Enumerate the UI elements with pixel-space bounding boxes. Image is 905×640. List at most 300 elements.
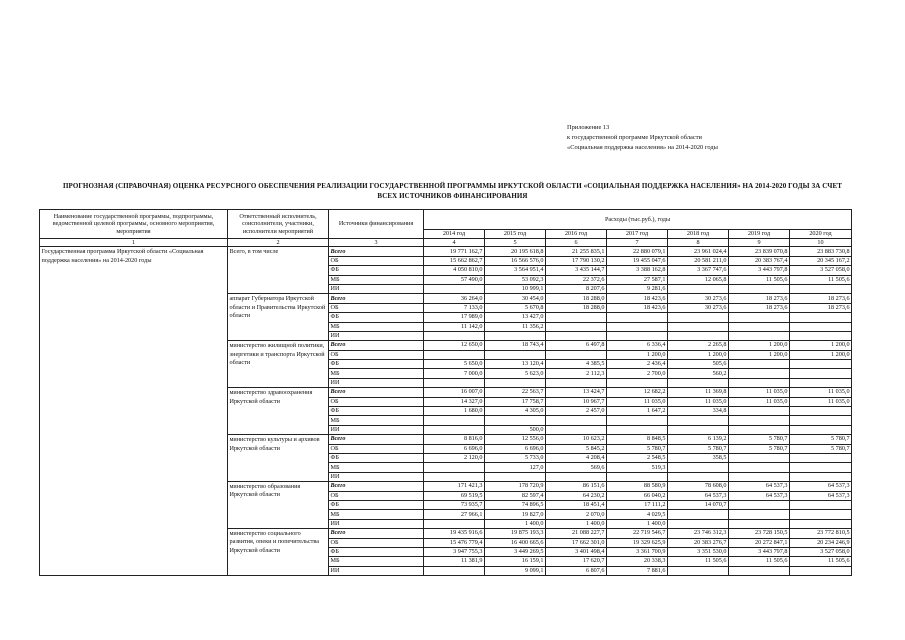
expense-value: 1 200,0: [790, 341, 852, 350]
expense-value: [546, 378, 607, 387]
funding-source: МБ: [329, 322, 424, 331]
expense-value: 30 454,0: [485, 294, 546, 303]
expense-value: [729, 453, 790, 462]
header-year: 2017 год: [607, 230, 668, 239]
expense-value: 358,5: [668, 453, 729, 462]
expense-value: 18 423,6: [607, 294, 668, 303]
expense-value: [424, 519, 485, 528]
appendix-line-2: к государственной программе Иркутской области: [567, 133, 702, 141]
expense-value: 505,6: [668, 360, 729, 369]
funding-source: ФБ: [329, 360, 424, 369]
expense-value: 23 728 150,5: [729, 529, 790, 538]
expense-value: 6 807,6: [546, 566, 607, 575]
expense-value: 23 883 730,8: [790, 247, 852, 256]
expense-value: 5 733,0: [485, 453, 546, 462]
column-number: 3: [329, 239, 424, 247]
expense-value: [668, 472, 729, 481]
expense-value: 2 548,5: [607, 453, 668, 462]
expense-value: 22 372,6: [546, 275, 607, 284]
expense-value: 10 623,2: [546, 435, 607, 444]
executor-name: министерство образования Иркутской области: [228, 482, 329, 529]
expense-value: 78 608,0: [668, 482, 729, 491]
table-row: [40, 247, 852, 256]
expense-value: 11 035,0: [790, 397, 852, 406]
expense-value: 4 050 810,0: [424, 266, 485, 275]
expense-value: [668, 510, 729, 519]
expense-value: 11 381,9: [424, 557, 485, 566]
funding-source: ФБ: [329, 407, 424, 416]
executor-name: министерство жилищной политики, энергетики и транспорта Иркутской области: [228, 341, 329, 388]
executor-name: министерство культуры и архивов Иркутской области: [228, 435, 329, 482]
expense-value: 88 580,9: [607, 482, 668, 491]
expense-value: 16 159,1: [485, 557, 546, 566]
funding-source: Всего: [329, 388, 424, 397]
header-year: 2015 год: [485, 230, 546, 239]
expense-value: [790, 566, 852, 575]
expense-value: [729, 313, 790, 322]
expense-value: 11 505,6: [729, 557, 790, 566]
expense-value: [729, 378, 790, 387]
expense-value: [729, 472, 790, 481]
expense-value: 18 273,6: [729, 303, 790, 312]
expense-value: 23 746 312,3: [668, 529, 729, 538]
expense-value: 1 200,0: [790, 350, 852, 359]
expense-value: 560,2: [668, 369, 729, 378]
expense-value: 3 947 755,3: [424, 547, 485, 556]
expense-value: 3 361 700,9: [607, 547, 668, 556]
funding-source: ФБ: [329, 453, 424, 462]
expense-value: 1 200,0: [729, 350, 790, 359]
expense-value: [424, 472, 485, 481]
expense-value: 1 400,0: [546, 519, 607, 528]
expense-value: 19 455 047,6: [607, 256, 668, 265]
column-number: 2: [228, 239, 329, 247]
header-expenses: Расходы (тыс.руб.), годы: [424, 210, 852, 230]
expense-value: [729, 510, 790, 519]
expense-value: 2 457,0: [546, 407, 607, 416]
expense-value: [607, 378, 668, 387]
expense-value: 569,6: [546, 463, 607, 472]
expense-value: 18 743,4: [485, 341, 546, 350]
expense-value: [729, 519, 790, 528]
funding-source: ОБ: [329, 350, 424, 359]
expense-value: 57 490,0: [424, 275, 485, 284]
expense-value: 5 650,0: [424, 360, 485, 369]
expense-value: 5 623,0: [485, 369, 546, 378]
header-year: 2014 год: [424, 230, 485, 239]
expense-value: 11 035,0: [790, 388, 852, 397]
expense-value: 11 369,8: [668, 388, 729, 397]
expense-value: 5 845,2: [546, 444, 607, 453]
expense-value: [729, 322, 790, 331]
expense-value: [729, 416, 790, 425]
expense-value: 2 265,8: [668, 341, 729, 350]
funding-source: ОБ: [329, 256, 424, 265]
expense-value: 5 780,7: [607, 444, 668, 453]
funding-source: Всего: [329, 529, 424, 538]
expense-value: 3 435 144,7: [546, 266, 607, 275]
expense-value: [546, 416, 607, 425]
expense-value: 18 423,6: [607, 303, 668, 312]
expense-value: 171 421,3: [424, 482, 485, 491]
funding-source: МБ: [329, 275, 424, 284]
expense-value: 2 120,0: [424, 453, 485, 462]
expense-value: 11 035,0: [607, 397, 668, 406]
executor-name: министерство здравоохранения Иркутской области: [228, 388, 329, 435]
expense-value: 3 351 530,0: [668, 547, 729, 556]
expense-value: 20 195 618,8: [485, 247, 546, 256]
expense-value: [790, 416, 852, 425]
expense-value: 22 880 079,1: [607, 247, 668, 256]
expense-value: [729, 331, 790, 340]
funding-source: ИИ: [329, 472, 424, 481]
program-name: Государственная программа Иркутской области «Социальная поддержка населения» на 2014-2020 годы: [40, 247, 228, 576]
expense-value: 16 400 665,6: [485, 538, 546, 547]
funding-source: ОБ: [329, 491, 424, 500]
expense-value: 17 989,0: [424, 313, 485, 322]
expense-value: [424, 566, 485, 575]
expense-value: [668, 284, 729, 293]
expense-value: [668, 378, 729, 387]
expense-value: 7 000,0: [424, 369, 485, 378]
expense-value: 18 288,0: [546, 303, 607, 312]
expense-value: 36 264,0: [424, 294, 485, 303]
expense-value: 6 497,8: [546, 341, 607, 350]
expense-value: 20 345 167,2: [790, 256, 852, 265]
funding-source: ОБ: [329, 397, 424, 406]
expense-value: 21 088 227,7: [546, 529, 607, 538]
expense-value: 66 040,2: [607, 491, 668, 500]
expense-value: 3 401 498,4: [546, 547, 607, 556]
expense-value: 18 273,6: [790, 303, 852, 312]
expense-value: [790, 360, 852, 369]
expense-value: 11 035,0: [729, 397, 790, 406]
appendix-note: [567, 123, 718, 152]
expense-value: 2 070,0: [546, 510, 607, 519]
expense-value: 30 273,6: [668, 294, 729, 303]
expense-value: 3 527 058,0: [790, 547, 852, 556]
expense-value: 74 896,5: [485, 500, 546, 509]
header-source: Источники финансирования: [329, 210, 424, 239]
expense-value: [546, 322, 607, 331]
expense-value: 5 670,8: [485, 303, 546, 312]
expense-value: 19 875 193,3: [485, 529, 546, 538]
expense-value: 12 556,0: [485, 435, 546, 444]
document-title: [20, 181, 885, 201]
expense-value: 7 881,6: [607, 566, 668, 575]
expense-value: [729, 425, 790, 434]
column-number: 10: [790, 239, 852, 247]
header-year: 2018 год: [668, 230, 729, 239]
header-year: 2016 год: [546, 230, 607, 239]
expense-value: [790, 519, 852, 528]
expense-value: 5 780,7: [729, 435, 790, 444]
funding-source: МБ: [329, 557, 424, 566]
expense-value: 3 564 951,4: [485, 266, 546, 275]
expense-value: 5 780,7: [729, 444, 790, 453]
expense-value: 11 505,6: [729, 275, 790, 284]
expense-value: 3 527 058,0: [790, 266, 852, 275]
column-number: 5: [485, 239, 546, 247]
expense-value: 12 650,0: [424, 341, 485, 350]
column-number: 9: [729, 239, 790, 247]
expense-value: 1 200,0: [729, 341, 790, 350]
expense-value: 17 620,7: [546, 557, 607, 566]
expense-value: 9 281,6: [607, 284, 668, 293]
expense-value: 8 816,0: [424, 435, 485, 444]
expense-value: 5 780,7: [790, 435, 852, 444]
expense-value: [729, 360, 790, 369]
expense-value: 19 435 916,6: [424, 529, 485, 538]
column-number: 4: [424, 239, 485, 247]
expense-value: 64 537,3: [790, 491, 852, 500]
expense-value: 1 200,0: [607, 350, 668, 359]
expense-value: 8 207,6: [546, 284, 607, 293]
expense-value: [790, 313, 852, 322]
expense-value: 1 400,0: [607, 519, 668, 528]
expense-value: 17 758,7: [485, 397, 546, 406]
expense-value: [668, 331, 729, 340]
expense-value: 11 505,6: [668, 557, 729, 566]
expense-value: 11 035,0: [729, 388, 790, 397]
expense-value: 4 385,5: [546, 360, 607, 369]
expense-value: [729, 463, 790, 472]
expense-value: 64 537,3: [790, 482, 852, 491]
expense-value: 18 273,6: [790, 294, 852, 303]
funding-source: ОБ: [329, 303, 424, 312]
expense-value: 3 449 269,5: [485, 547, 546, 556]
expense-value: [424, 331, 485, 340]
expense-value: [607, 322, 668, 331]
expense-value: [668, 313, 729, 322]
expense-value: 127,0: [485, 463, 546, 472]
expense-value: [790, 322, 852, 331]
expense-value: [424, 463, 485, 472]
expense-value: 178 720,9: [485, 482, 546, 491]
expense-value: 16 007,0: [424, 388, 485, 397]
funding-source: МБ: [329, 369, 424, 378]
expense-value: 12 682,2: [607, 388, 668, 397]
expense-value: 13 120,4: [485, 360, 546, 369]
expense-value: 21 255 835,1: [546, 247, 607, 256]
expense-value: 82 597,4: [485, 491, 546, 500]
expense-value: 19 771 162,7: [424, 247, 485, 256]
expense-value: [668, 425, 729, 434]
expense-value: 22 563,7: [485, 388, 546, 397]
funding-source: МБ: [329, 416, 424, 425]
expense-value: 7 133,0: [424, 303, 485, 312]
expense-value: 15 476 779,4: [424, 538, 485, 547]
expense-value: 27 587,1: [607, 275, 668, 284]
expense-value: 20 383 767,4: [729, 256, 790, 265]
expense-value: 20 234 246,9: [790, 538, 852, 547]
title-line-2: ВСЕХ ИСТОЧНИКОВ ФИНАНСИРОВАНИЯ: [377, 192, 528, 200]
expense-value: [485, 472, 546, 481]
expense-value: 1 647,2: [607, 407, 668, 416]
expense-value: [546, 472, 607, 481]
executor-name: аппарат Губернатора Иркутской области и Правительства Иркутской области: [228, 294, 329, 341]
expense-value: 2 112,3: [546, 369, 607, 378]
funding-source: Всего: [329, 294, 424, 303]
funding-source: ОБ: [329, 444, 424, 453]
expense-value: 18 273,6: [729, 294, 790, 303]
expense-value: 3 367 747,6: [668, 266, 729, 275]
expense-value: 11 356,2: [485, 322, 546, 331]
header-name: Наименование государственной программы, подпрограммы, ведомственной целевой программы, основного мероприятия, мероприятия: [40, 210, 228, 239]
expense-value: 64 537,3: [729, 482, 790, 491]
expense-value: 14 070,7: [668, 500, 729, 509]
header-year: 2020 год: [790, 230, 852, 239]
funding-source: ИИ: [329, 331, 424, 340]
expense-value: 15 662 862,7: [424, 256, 485, 265]
expense-value: 23 961 024,4: [668, 247, 729, 256]
expense-value: 86 151,6: [546, 482, 607, 491]
expense-value: [668, 416, 729, 425]
expense-value: 14 327,0: [424, 397, 485, 406]
expense-value: 69 519,5: [424, 491, 485, 500]
expense-value: [668, 322, 729, 331]
expense-value: 22 719 546,7: [607, 529, 668, 538]
funding-source: ФБ: [329, 500, 424, 509]
funding-source: ИИ: [329, 284, 424, 293]
expense-value: 2 436,4: [607, 360, 668, 369]
funding-source: МБ: [329, 510, 424, 519]
funding-source: ФБ: [329, 266, 424, 275]
expense-value: 334,8: [668, 407, 729, 416]
expense-value: 3 443 797,8: [729, 547, 790, 556]
expense-value: [424, 350, 485, 359]
expense-value: [790, 463, 852, 472]
expense-value: [607, 472, 668, 481]
funding-source: Всего: [329, 341, 424, 350]
funding-table: [39, 209, 852, 576]
expense-value: 12 065,8: [668, 275, 729, 284]
expense-value: [729, 284, 790, 293]
expense-value: 20 272 847,1: [729, 538, 790, 547]
expense-value: [546, 425, 607, 434]
expense-value: [790, 378, 852, 387]
expense-value: [668, 463, 729, 472]
expense-value: [790, 369, 852, 378]
expense-value: 64 537,3: [668, 491, 729, 500]
header-year: 2019 год: [729, 230, 790, 239]
funding-source: Всего: [329, 247, 424, 256]
expense-value: 64 537,3: [729, 491, 790, 500]
column-number: 8: [668, 239, 729, 247]
expense-value: 11 142,0: [424, 322, 485, 331]
appendix-line-3: «Социальная поддержка населения» на 2014-2020 годы: [567, 143, 718, 151]
expense-value: 19 827,0: [485, 510, 546, 519]
expense-value: 11 505,6: [790, 275, 852, 284]
expense-value: [607, 313, 668, 322]
expense-value: [790, 510, 852, 519]
column-number: 6: [546, 239, 607, 247]
expense-value: [668, 519, 729, 528]
expense-value: 20 581 211,0: [668, 256, 729, 265]
expense-value: [790, 331, 852, 340]
expense-value: [729, 566, 790, 575]
expense-value: [729, 500, 790, 509]
header-executor: Ответственный исполнитель, соисполнители, участники, исполнители мероприятий: [228, 210, 329, 239]
expense-value: 10 999,1: [485, 284, 546, 293]
expense-value: 6 336,4: [607, 341, 668, 350]
expense-value: 19 329 625,9: [607, 538, 668, 547]
expense-value: [424, 284, 485, 293]
expense-value: 18 288,0: [546, 294, 607, 303]
expense-value: 17 662 301,0: [546, 538, 607, 547]
expense-value: [485, 331, 546, 340]
expense-value: 11 035,0: [668, 397, 729, 406]
expense-value: 23 839 070,8: [729, 247, 790, 256]
expense-value: 23 772 810,5: [790, 529, 852, 538]
expense-value: [790, 472, 852, 481]
expense-value: 17 111,2: [607, 500, 668, 509]
appendix-line-1: Приложение 13: [567, 124, 610, 131]
expense-value: [668, 566, 729, 575]
funding-source: ФБ: [329, 547, 424, 556]
expense-value: 6 696,0: [485, 444, 546, 453]
funding-source: ИИ: [329, 566, 424, 575]
funding-source: ФБ: [329, 313, 424, 322]
expense-value: 16 566 576,0: [485, 256, 546, 265]
expense-value: 4 029,5: [607, 510, 668, 519]
funding-source: МБ: [329, 463, 424, 472]
expense-value: 1 400,0: [485, 519, 546, 528]
funding-source: ОБ: [329, 538, 424, 547]
funding-source: ИИ: [329, 425, 424, 434]
expense-value: 18 451,4: [546, 500, 607, 509]
expense-value: [790, 500, 852, 509]
expense-value: 2 700,0: [607, 369, 668, 378]
executor-name: Всего, в том числе: [228, 247, 329, 294]
expense-value: 13 424,7: [546, 388, 607, 397]
expense-value: [607, 331, 668, 340]
expense-value: 11 505,6: [790, 557, 852, 566]
funding-source: Всего: [329, 482, 424, 491]
column-number: 7: [607, 239, 668, 247]
expense-value: [546, 350, 607, 359]
expense-value: 53 092,3: [485, 275, 546, 284]
expense-value: [546, 331, 607, 340]
expense-value: 3 388 162,8: [607, 266, 668, 275]
expense-value: 6 139,2: [668, 435, 729, 444]
expense-value: 519,3: [607, 463, 668, 472]
expense-value: [790, 453, 852, 462]
expense-value: [485, 350, 546, 359]
expense-value: 5 780,7: [668, 444, 729, 453]
expense-value: 1 200,0: [668, 350, 729, 359]
expense-value: [424, 425, 485, 434]
title-line-1: ПРОГНОЗНАЯ (СПРАВОЧНАЯ) ОЦЕНКА РЕСУРСНОГО ОБЕСПЕЧЕНИЯ РЕАЛИЗАЦИИ ГОСУДАРСТВЕННОЙ ПРОГРАММЫ ИРКУТСКОЙ ОБЛАСТИ «СОЦИАЛЬНАЯ ПОДДЕРЖКА НАСЕЛЕНИЯ» НА 2014-2020 ГОДЫ ЗА СЧЕТ: [62, 182, 843, 190]
funding-source: Всего: [329, 435, 424, 444]
expense-value: [546, 313, 607, 322]
expense-value: 3 443 797,8: [729, 266, 790, 275]
funding-source: ИИ: [329, 378, 424, 387]
expense-value: [790, 284, 852, 293]
expense-value: 9 099,1: [485, 566, 546, 575]
expense-value: 73 935,7: [424, 500, 485, 509]
expense-value: 4 208,4: [546, 453, 607, 462]
expense-value: 5 780,7: [790, 444, 852, 453]
column-number: 1: [40, 239, 228, 247]
expense-value: [424, 416, 485, 425]
expense-value: 64 230,2: [546, 491, 607, 500]
expense-value: [790, 425, 852, 434]
expense-value: [607, 416, 668, 425]
expense-value: [485, 416, 546, 425]
expense-value: 20 383 276,7: [668, 538, 729, 547]
expense-value: [424, 378, 485, 387]
